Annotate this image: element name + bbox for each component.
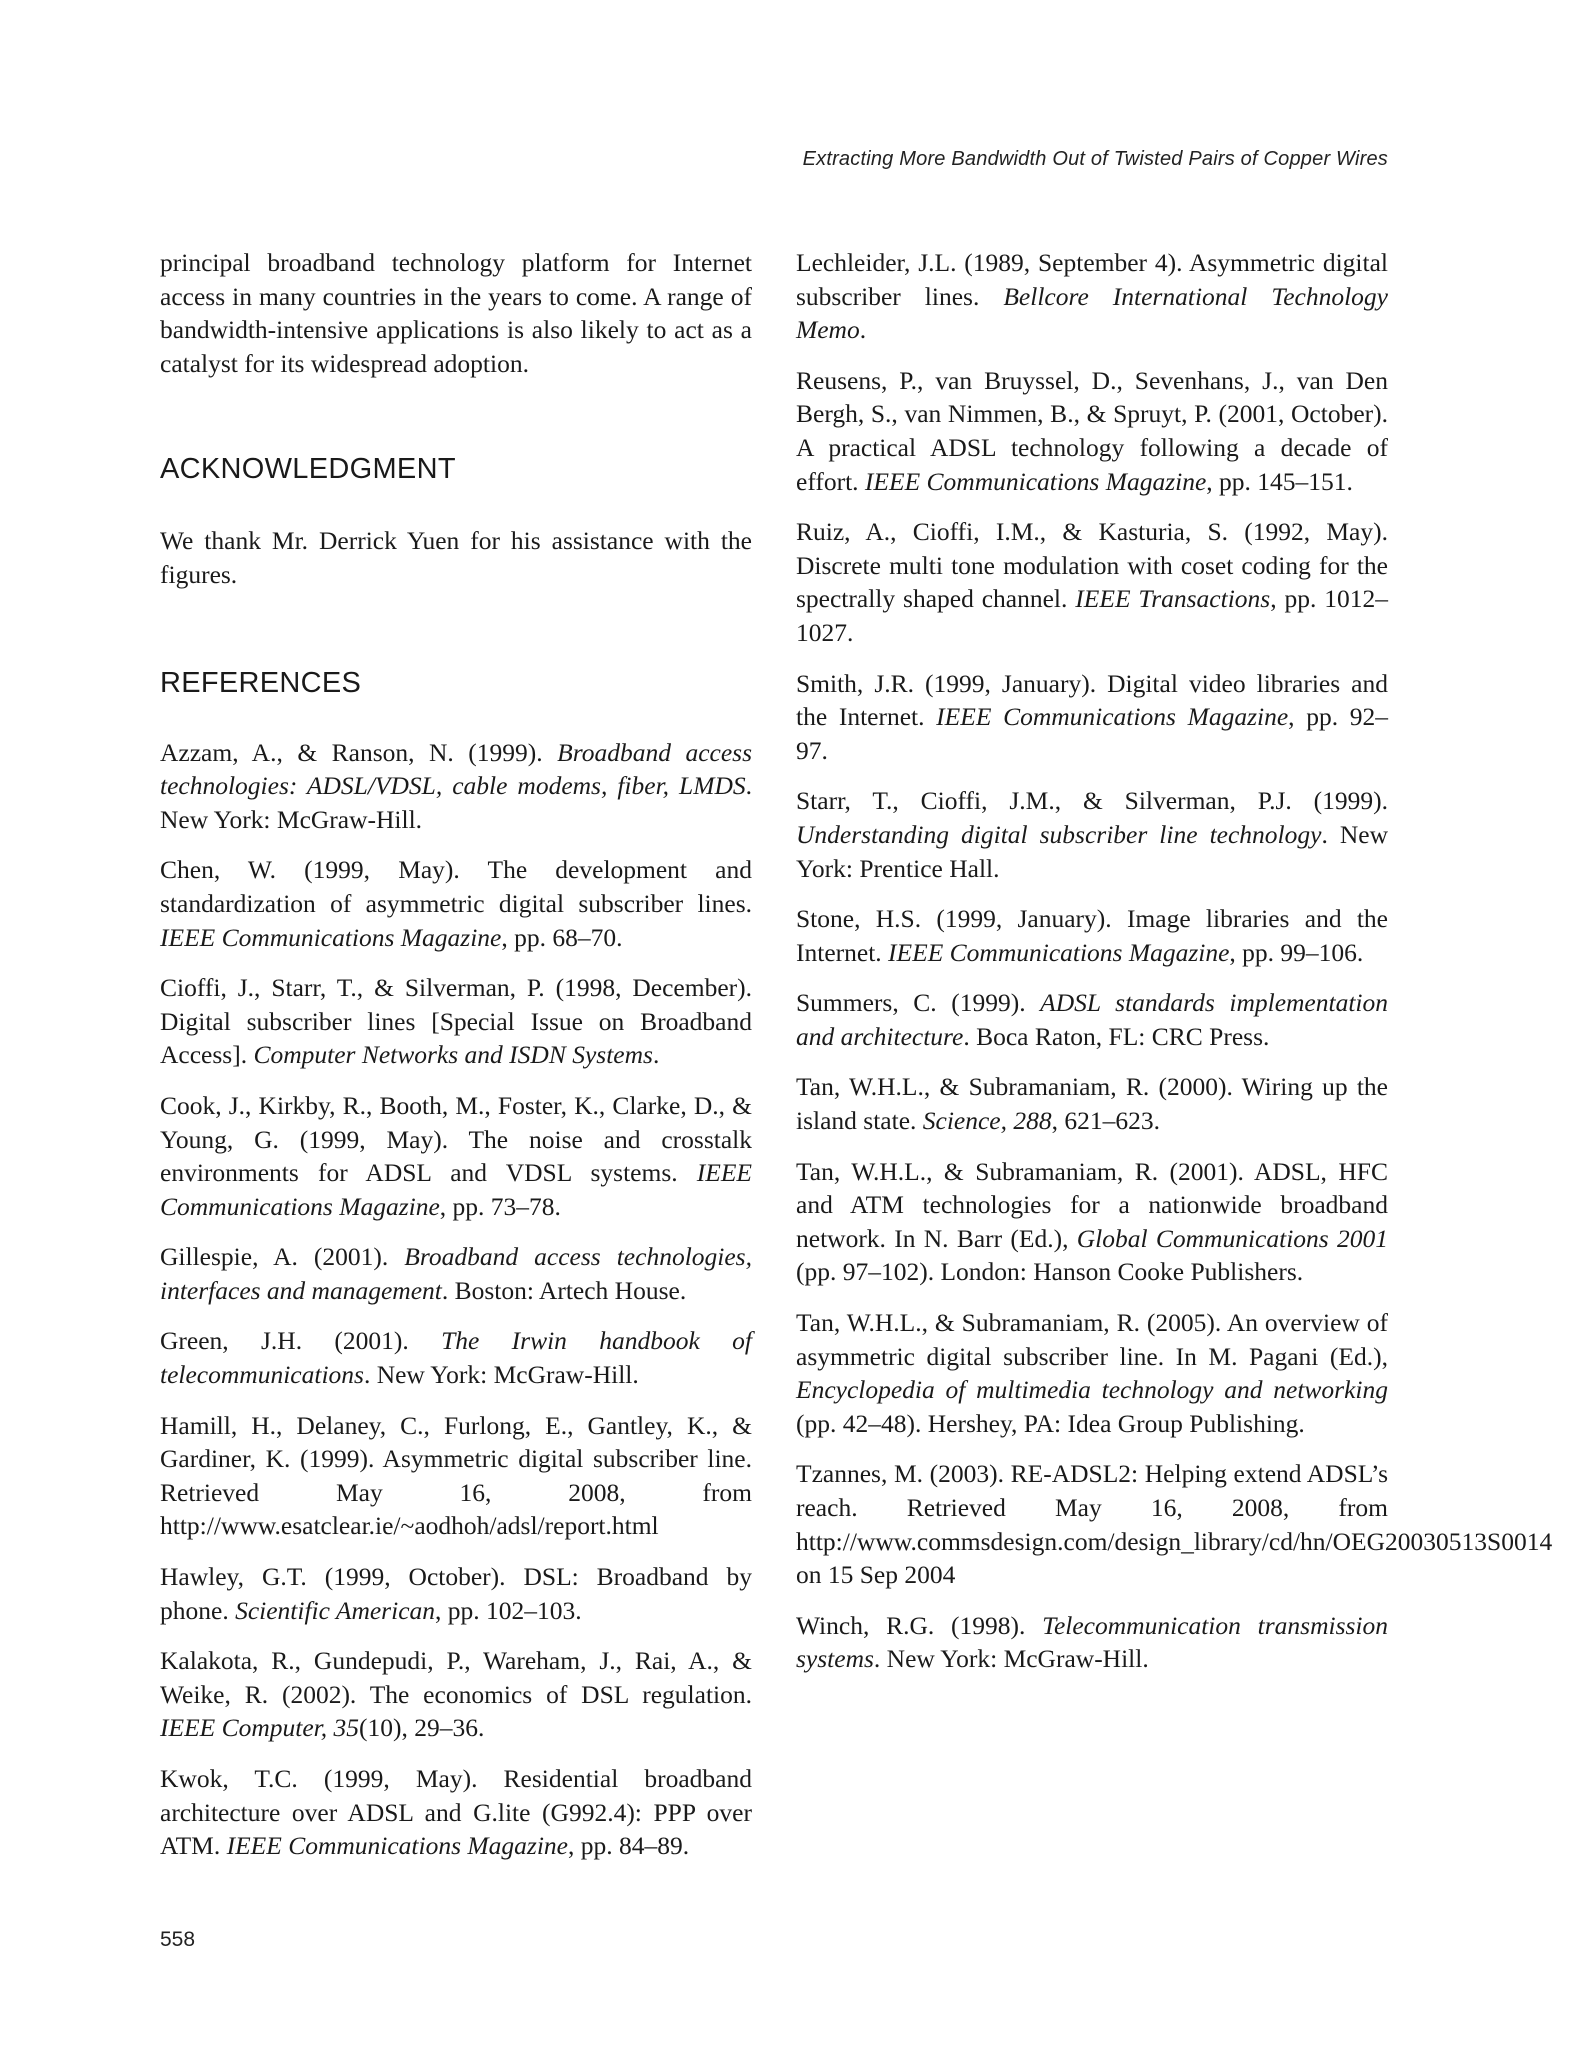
reference-entry: Winch, R.G. (1998). Telecommunication transmission systems. New York: McGraw-Hill. <box>796 1610 1389 1674</box>
reference-entry: Ruiz, A., Cioffi, I.M., & Kasturia, S. (1992, May). Discrete multi tone modulation with coset coding for the spectrally shaped channel. IEEE Transactions, pp. 1012–1027. <box>796 517 1388 647</box>
reference-entry: Reusens, P., van Bruyssel, D., Sevenhans, J., van Den Bergh, S., van Nimmen, B., & Spruyt, P. (2001, October). A practical ADSL technology following a decade of effort. IEEE Communications Magazine, pp. 145–151. <box>796 365 1388 496</box>
reference-entry: Chen, W. (1999, May). The development and standardization of asymmetric digital subscriber lines. IEEE Communications Magazine, pp. 68–70. <box>160 855 752 952</box>
reference-entry: Azzam, A., & Ranson, N. (1999). Broadband access technologies: ADSL/VDSL, cable modems, fiber, LMDS. New York: McGraw-Hill. <box>160 737 753 834</box>
reference-entry: Kalakota, R., Gundepudi, P., Wareham, J., Rai, A., & Weike, R. (2002). The economics of DSL regulation. IEEE Computer, 35(10), 29–36. <box>160 1646 752 1743</box>
acknowledgment-heading: ACKNOWLEDGMENT <box>160 453 456 486</box>
reference-entry: Lechleider, J.L. (1989, September 4). Asymmetric digital subscriber lines. Bellcore International Technology Memo. <box>796 248 1388 345</box>
right-column <box>796 246 1553 1693</box>
running-head: Extracting More Bandwidth Out of Twisted Pairs of Copper Wires <box>802 148 1388 170</box>
reference-entry: Hawley, G.T. (1999, October). DSL: Broadband by phone. Scientific American, pp. 102–103. <box>160 1562 752 1625</box>
reference-entry: Tzannes, M. (2003). RE-ADSL2: Helping extend ADSL’s reach. Retrieved May 16, 2008, from http://www.commsdesign.com/design_library/cd/hn/OEG20030513S0014 on 15 Sep 2004 <box>796 1459 1553 1590</box>
reference-entry: Kwok, T.C. (1999, May). Residential broadband architecture over ADSL and G.lite (G992.4): PPP over ATM. IEEE Communications Magazine, pp. 84–89. <box>160 1764 752 1861</box>
reference-entry: Gillespie, A. (2001). Broadband access technologies, interfaces and management. Boston: Artech House. <box>160 1242 752 1305</box>
reference-entry: Stone, H.S. (1999, January). Image libraries and the Internet. IEEE Communications Magazine, pp. 99–106. <box>796 904 1388 967</box>
intro-paragraph: principal broadband technology platform for Internet access in many countries in the years to come. A range of bandwidth-intensive applications is also likely to act as a catalyst for its widespread adoption. <box>160 248 752 378</box>
reference-entry: Tan, W.H.L., & Subramaniam, R. (2000). Wiring up the island state. Science, 288, 621–623. <box>796 1072 1388 1136</box>
reference-entry: Summers, C. (1999). ADSL standards implementation and architecture. Boca Raton, FL: CRC Press. <box>796 988 1388 1051</box>
reference-entry: Starr, T., Cioffi, J.M., & Silverman, P.J. (1999). Understanding digital subscriber line technology. New York: Prentice Hall. <box>796 786 1388 883</box>
reference-entry: Green, J.H. (2001). The Irwin handbook of telecommunications. New York: McGraw-Hill. <box>160 1326 752 1390</box>
reference-entry: Hamill, H., Delaney, C., Furlong, E., Gantley, K., & Gardiner, K. (1999). Asymmetric digital subscriber line. Retrieved May 16, 2008, from http://www.esatclear.ie/~aodhoh/adsl/report.html <box>160 1410 752 1541</box>
reference-entry: Cook, J., Kirkby, R., Booth, M., Foster, K., Clarke, D., & Young, G. (1999, May). The noise and crosstalk environments for ADSL and VDSL systems. IEEE Communications Magazine, pp. 73–78. <box>160 1090 752 1221</box>
page-number: 558 <box>160 1928 196 1951</box>
left-column <box>160 246 752 1880</box>
reference-list-right <box>796 246 1553 1676</box>
acknowledgment-text: We thank Mr. Derrick Yuen for his assistance with the figures. <box>160 526 752 589</box>
reference-list-left <box>160 736 752 1863</box>
reference-entry: Tan, W.H.L., & Subramaniam, R. (2005). An overview of asymmetric digital subscriber line. In M. Pagani (Ed.), Encyclopedia of multimedia technology and networking (pp. 42–48). Hershey, PA: Idea Group Publishing. <box>796 1308 1388 1438</box>
references-heading: REFERENCES <box>160 666 362 699</box>
reference-entry: Cioffi, J., Starr, T., & Silverman, P. (1998, December). Digital subscriber lines [Special Issue on Broadband Access]. Computer Networks and ISDN Systems. <box>160 973 752 1070</box>
reference-entry: Smith, J.R. (1999, January). Digital video libraries and the Internet. IEEE Communications Magazine, pp. 92–97. <box>796 668 1389 765</box>
reference-entry: Tan, W.H.L., & Subramaniam, R. (2001). ADSL, HFC and ATM technologies for a nationwide broadband network. In N. Barr (Ed.), Global Communications 2001 (pp. 97–102). London: Hanson Cooke Publishers. <box>796 1156 1389 1287</box>
